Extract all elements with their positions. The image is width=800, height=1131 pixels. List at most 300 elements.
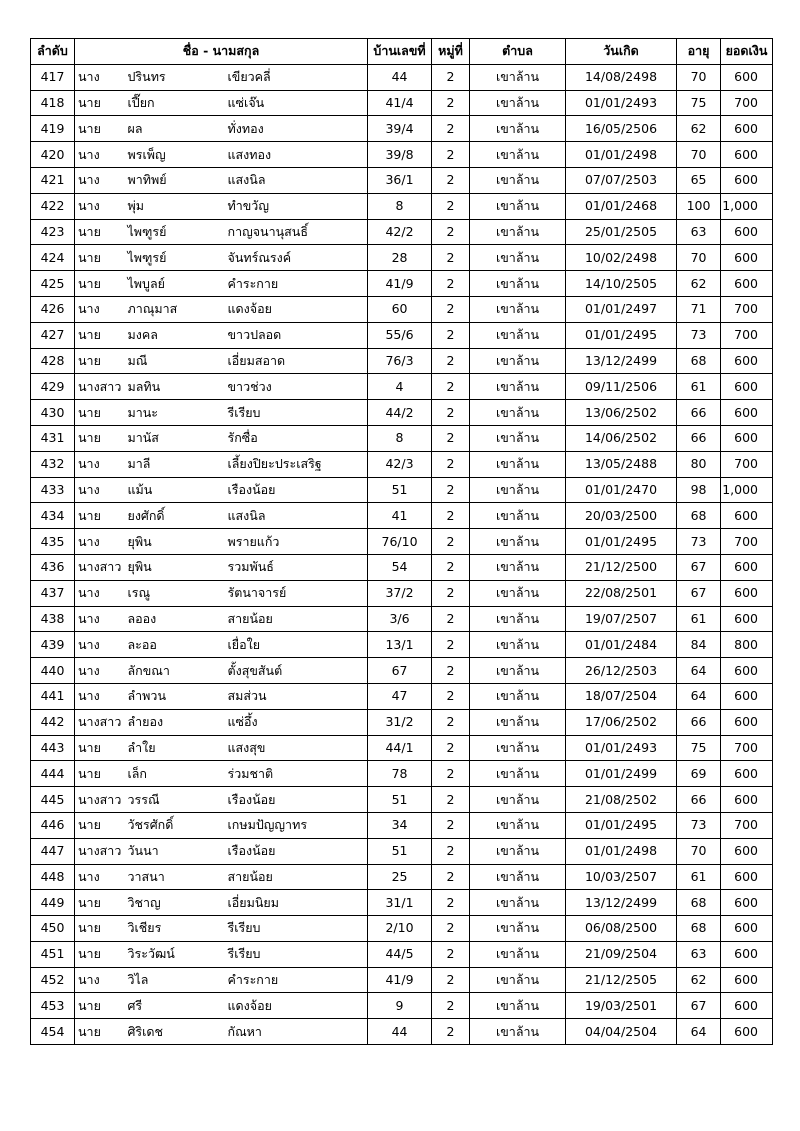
allowance-amount-cell: 600 [721,864,773,890]
name-title-cell: นาย [75,245,124,271]
house-number-cell: 39/4 [368,116,432,142]
allowance-amount-cell: 600 [721,64,773,90]
first-name-cell: มณี [124,348,224,374]
allowance-amount-cell: 600 [721,683,773,709]
allowance-amount-cell: 600 [721,993,773,1019]
subdistrict-cell: เขาล้าน [470,296,566,322]
name-title-cell: นางสาว [75,787,124,813]
table-row [31,296,773,322]
last-name-cell: สมส่วน [224,683,368,709]
header-no: ลำดับ [31,39,75,65]
age-cell: 67 [677,554,721,580]
last-name-cell: เอี่ยมสอาด [224,348,368,374]
allowance-amount-cell: 600 [721,709,773,735]
row-number-cell: 418 [31,90,75,116]
age-cell: 98 [677,477,721,503]
village-number-cell: 2 [432,245,470,271]
first-name-cell: ลำยอง [124,709,224,735]
table-row [31,787,773,813]
row-number-cell: 452 [31,967,75,993]
name-title-cell: นาง [75,658,124,684]
table-row [31,193,773,219]
table-row [31,916,773,942]
village-number-cell: 2 [432,64,470,90]
house-number-cell: 78 [368,761,432,787]
age-cell: 64 [677,658,721,684]
last-name-cell: ขาวปลอด [224,322,368,348]
row-number-cell: 447 [31,838,75,864]
table-row [31,503,773,529]
house-number-cell: 2/10 [368,916,432,942]
last-name-cell: พรายแก้ว [224,529,368,555]
row-number-cell: 427 [31,322,75,348]
house-number-cell: 47 [368,683,432,709]
header-name: ชื่อ - นามสกุล [75,39,368,65]
allowance-amount-cell: 600 [721,838,773,864]
subdistrict-cell: เขาล้าน [470,64,566,90]
birth-date-cell: 21/12/2500 [566,554,677,580]
subdistrict-cell: เขาล้าน [470,271,566,297]
first-name-cell: พรเพ็ญ [124,142,224,168]
table-row [31,451,773,477]
last-name-cell: คำระกาย [224,967,368,993]
age-cell: 71 [677,296,721,322]
house-number-cell: 31/2 [368,709,432,735]
subdistrict-cell: เขาล้าน [470,477,566,503]
birth-date-cell: 21/08/2502 [566,787,677,813]
house-number-cell: 9 [368,993,432,1019]
row-number-cell: 436 [31,554,75,580]
village-number-cell: 2 [432,967,470,993]
last-name-cell: แดงจ้อย [224,296,368,322]
age-cell: 84 [677,632,721,658]
table-row [31,374,773,400]
table-row [31,632,773,658]
first-name-cell: เล็ก [124,761,224,787]
first-name-cell: ไพฑูรย์ [124,219,224,245]
table-row [31,142,773,168]
header-moo: หมู่ที่ [432,39,470,65]
house-number-cell: 37/2 [368,580,432,606]
header-row [31,39,773,65]
subdistrict-cell: เขาล้าน [470,529,566,555]
birth-date-cell: 01/01/2493 [566,90,677,116]
row-number-cell: 435 [31,529,75,555]
row-number-cell: 451 [31,941,75,967]
birth-date-cell: 25/01/2505 [566,219,677,245]
last-name-cell: ตั้งสุขสันต์ [224,658,368,684]
table-row [31,116,773,142]
subdistrict-cell: เขาล้าน [470,503,566,529]
allowance-amount-cell: 600 [721,425,773,451]
last-name-cell: เลี้ยงปิยะประเสริฐ [224,451,368,477]
allowance-amount-cell: 700 [721,451,773,477]
row-number-cell: 423 [31,219,75,245]
birth-date-cell: 16/05/2506 [566,116,677,142]
last-name-cell: ทั่งทอง [224,116,368,142]
house-number-cell: 28 [368,245,432,271]
subdistrict-cell: เขาล้าน [470,709,566,735]
first-name-cell: ไพบูลย์ [124,271,224,297]
village-number-cell: 2 [432,400,470,426]
first-name-cell: ยงศักดิ์ [124,503,224,529]
row-number-cell: 430 [31,400,75,426]
allowance-amount-cell: 600 [721,761,773,787]
age-cell: 64 [677,683,721,709]
village-number-cell: 2 [432,606,470,632]
row-number-cell: 445 [31,787,75,813]
row-number-cell: 428 [31,348,75,374]
village-number-cell: 2 [432,477,470,503]
house-number-cell: 44 [368,1019,432,1045]
name-title-cell: นาย [75,993,124,1019]
village-number-cell: 2 [432,658,470,684]
table-row [31,554,773,580]
allowance-amount-cell: 700 [721,812,773,838]
subdistrict-cell: เขาล้าน [470,632,566,658]
house-number-cell: 44/5 [368,941,432,967]
house-number-cell: 39/8 [368,142,432,168]
row-number-cell: 441 [31,683,75,709]
subdistrict-cell: เขาล้าน [470,993,566,1019]
subdistrict-cell: เขาล้าน [470,322,566,348]
allowance-amount-cell: 600 [721,658,773,684]
house-number-cell: 34 [368,812,432,838]
header-house: บ้านเลขที่ [368,39,432,65]
house-number-cell: 42/2 [368,219,432,245]
subdistrict-cell: เขาล้าน [470,683,566,709]
subdistrict-cell: เขาล้าน [470,890,566,916]
last-name-cell: แดงจ้อย [224,993,368,1019]
birth-date-cell: 10/03/2507 [566,864,677,890]
row-number-cell: 432 [31,451,75,477]
house-number-cell: 76/10 [368,529,432,555]
birth-date-cell: 01/01/2468 [566,193,677,219]
table-row [31,529,773,555]
name-title-cell: นาง [75,451,124,477]
table-row [31,890,773,916]
row-number-cell: 446 [31,812,75,838]
row-number-cell: 417 [31,64,75,90]
name-title-cell: นาย [75,761,124,787]
village-number-cell: 2 [432,554,470,580]
subdistrict-cell: เขาล้าน [470,451,566,477]
first-name-cell: มลทิน [124,374,224,400]
birth-date-cell: 14/10/2505 [566,271,677,297]
table-row [31,606,773,632]
first-name-cell: ไพฑูรย์ [124,245,224,271]
subdistrict-cell: เขาล้าน [470,219,566,245]
subdistrict-cell: เขาล้าน [470,193,566,219]
allowance-amount-cell: 700 [721,90,773,116]
subdistrict-cell: เขาล้าน [470,245,566,271]
name-title-cell: นาย [75,400,124,426]
allowance-amount-cell: 600 [721,941,773,967]
age-cell: 70 [677,838,721,864]
birth-date-cell: 01/01/2495 [566,322,677,348]
first-name-cell: มานะ [124,400,224,426]
name-title-cell: นางสาว [75,554,124,580]
row-number-cell: 442 [31,709,75,735]
table-row [31,477,773,503]
allowance-amount-cell: 600 [721,1019,773,1045]
village-number-cell: 2 [432,787,470,813]
table-row [31,812,773,838]
birth-date-cell: 01/01/2495 [566,812,677,838]
age-cell: 67 [677,580,721,606]
elderly-allowance-table [30,38,773,1045]
village-number-cell: 2 [432,916,470,942]
house-number-cell: 67 [368,658,432,684]
village-number-cell: 2 [432,348,470,374]
header-amount: ยอดเงิน [721,39,773,65]
birth-date-cell: 07/07/2503 [566,167,677,193]
table-row [31,580,773,606]
birth-date-cell: 26/12/2503 [566,658,677,684]
birth-date-cell: 17/06/2502 [566,709,677,735]
house-number-cell: 55/6 [368,322,432,348]
row-number-cell: 433 [31,477,75,503]
table-row [31,400,773,426]
village-number-cell: 2 [432,503,470,529]
age-cell: 62 [677,271,721,297]
age-cell: 73 [677,322,721,348]
allowance-amount-cell: 1,000 [721,477,773,503]
village-number-cell: 2 [432,812,470,838]
first-name-cell: ศิริเดช [124,1019,224,1045]
allowance-amount-cell: 600 [721,116,773,142]
row-number-cell: 449 [31,890,75,916]
house-number-cell: 4 [368,374,432,400]
age-cell: 100 [677,193,721,219]
name-title-cell: นาย [75,916,124,942]
table-row [31,425,773,451]
first-name-cell: พาทิพย์ [124,167,224,193]
village-number-cell: 2 [432,993,470,1019]
first-name-cell: ลำใย [124,735,224,761]
age-cell: 80 [677,451,721,477]
house-number-cell: 13/1 [368,632,432,658]
table-row [31,761,773,787]
name-title-cell: นาย [75,1019,124,1045]
birth-date-cell: 19/07/2507 [566,606,677,632]
allowance-amount-cell: 600 [721,580,773,606]
row-number-cell: 437 [31,580,75,606]
last-name-cell: กาญจนานุสนธิ์ [224,219,368,245]
subdistrict-cell: เขาล้าน [470,554,566,580]
village-number-cell: 2 [432,761,470,787]
house-number-cell: 3/6 [368,606,432,632]
age-cell: 61 [677,606,721,632]
name-title-cell: นาย [75,271,124,297]
name-title-cell: นางสาว [75,374,124,400]
subdistrict-cell: เขาล้าน [470,941,566,967]
name-title-cell: นาย [75,812,124,838]
age-cell: 61 [677,864,721,890]
name-title-cell: นาง [75,296,124,322]
allowance-amount-cell: 600 [721,890,773,916]
last-name-cell: จันทร์ณรงค์ [224,245,368,271]
allowance-amount-cell: 600 [721,219,773,245]
last-name-cell: เขียวคลี่ [224,64,368,90]
allowance-amount-cell: 600 [721,400,773,426]
row-number-cell: 439 [31,632,75,658]
age-cell: 62 [677,967,721,993]
age-cell: 68 [677,890,721,916]
name-title-cell: นาย [75,503,124,529]
house-number-cell: 41 [368,503,432,529]
last-name-cell: แสงสุข [224,735,368,761]
allowance-amount-cell: 600 [721,916,773,942]
table-row [31,322,773,348]
last-name-cell: รวมพันธ์ [224,554,368,580]
age-cell: 65 [677,167,721,193]
name-title-cell: นาง [75,193,124,219]
last-name-cell: เยื่อใย [224,632,368,658]
village-number-cell: 2 [432,116,470,142]
allowance-amount-cell: 600 [721,967,773,993]
row-number-cell: 438 [31,606,75,632]
row-number-cell: 420 [31,142,75,168]
name-title-cell: นาย [75,90,124,116]
table-row [31,245,773,271]
name-title-cell: นาง [75,864,124,890]
name-title-cell: นาง [75,967,124,993]
birth-date-cell: 14/08/2498 [566,64,677,90]
last-name-cell: รีเรียบ [224,916,368,942]
first-name-cell: วาสนา [124,864,224,890]
subdistrict-cell: เขาล้าน [470,580,566,606]
birth-date-cell: 01/01/2498 [566,838,677,864]
allowance-amount-cell: 700 [721,735,773,761]
birth-date-cell: 06/08/2500 [566,916,677,942]
birth-date-cell: 20/03/2500 [566,503,677,529]
first-name-cell: แม้น [124,477,224,503]
age-cell: 67 [677,993,721,1019]
village-number-cell: 2 [432,374,470,400]
header-subdistrict: ตำบล [470,39,566,65]
subdistrict-cell: เขาล้าน [470,1019,566,1045]
last-name-cell: รีเรียบ [224,941,368,967]
last-name-cell: เรืองน้อย [224,477,368,503]
age-cell: 75 [677,90,721,116]
first-name-cell: ลออง [124,606,224,632]
house-number-cell: 54 [368,554,432,580]
name-title-cell: นาง [75,142,124,168]
allowance-amount-cell: 600 [721,167,773,193]
house-number-cell: 36/1 [368,167,432,193]
birth-date-cell: 01/01/2470 [566,477,677,503]
house-number-cell: 8 [368,193,432,219]
village-number-cell: 2 [432,90,470,116]
birth-date-cell: 01/01/2484 [566,632,677,658]
house-number-cell: 41/9 [368,967,432,993]
name-title-cell: นาย [75,348,124,374]
name-title-cell: นาย [75,116,124,142]
village-number-cell: 2 [432,838,470,864]
header-dob: วันเกิด [566,39,677,65]
table-row [31,64,773,90]
birth-date-cell: 01/01/2499 [566,761,677,787]
allowance-amount-cell: 1,000 [721,193,773,219]
first-name-cell: มานัส [124,425,224,451]
first-name-cell: วิเชียร [124,916,224,942]
allowance-amount-cell: 700 [721,322,773,348]
age-cell: 70 [677,142,721,168]
village-number-cell: 2 [432,271,470,297]
allowance-amount-cell: 600 [721,348,773,374]
village-number-cell: 2 [432,580,470,606]
age-cell: 64 [677,1019,721,1045]
birth-date-cell: 04/04/2504 [566,1019,677,1045]
name-title-cell: นาย [75,890,124,916]
table-row [31,993,773,1019]
first-name-cell: ละออ [124,632,224,658]
allowance-amount-cell: 600 [721,142,773,168]
first-name-cell: ภาณุมาส [124,296,224,322]
first-name-cell: วิชาญ [124,890,224,916]
village-number-cell: 2 [432,142,470,168]
table-body [31,64,773,1044]
name-title-cell: นาง [75,632,124,658]
last-name-cell: ขาวช่วง [224,374,368,400]
village-number-cell: 2 [432,425,470,451]
row-number-cell: 421 [31,167,75,193]
first-name-cell: ลำพวน [124,683,224,709]
table-row [31,348,773,374]
row-number-cell: 453 [31,993,75,1019]
name-title-cell: นาง [75,683,124,709]
age-cell: 68 [677,916,721,942]
allowance-amount-cell: 600 [721,271,773,297]
name-title-cell: นาย [75,322,124,348]
last-name-cell: แซ่เจ๊น [224,90,368,116]
name-title-cell: นาย [75,735,124,761]
allowance-amount-cell: 700 [721,529,773,555]
first-name-cell: วิระวัฒน์ [124,941,224,967]
first-name-cell: เปี๊ยก [124,90,224,116]
house-number-cell: 51 [368,477,432,503]
age-cell: 73 [677,812,721,838]
first-name-cell: มาลี [124,451,224,477]
table-row [31,271,773,297]
house-number-cell: 51 [368,838,432,864]
header-age: อายุ [677,39,721,65]
first-name-cell: ลักขณา [124,658,224,684]
first-name-cell: วัชรศักดิ์ [124,812,224,838]
age-cell: 66 [677,709,721,735]
row-number-cell: 434 [31,503,75,529]
row-number-cell: 426 [31,296,75,322]
name-title-cell: นาย [75,219,124,245]
house-number-cell: 25 [368,864,432,890]
name-title-cell: นาง [75,529,124,555]
last-name-cell: แสงนิล [224,503,368,529]
subdistrict-cell: เขาล้าน [470,864,566,890]
village-number-cell: 2 [432,890,470,916]
row-number-cell: 454 [31,1019,75,1045]
birth-date-cell: 19/03/2501 [566,993,677,1019]
house-number-cell: 44 [368,64,432,90]
last-name-cell: รักซื่อ [224,425,368,451]
row-number-cell: 425 [31,271,75,297]
first-name-cell: ปรินทร [124,64,224,90]
allowance-amount-cell: 600 [721,787,773,813]
first-name-cell: ยุพิน [124,554,224,580]
birth-date-cell: 14/06/2502 [566,425,677,451]
last-name-cell: แซ่อึ้ง [224,709,368,735]
first-name-cell: วิไล [124,967,224,993]
